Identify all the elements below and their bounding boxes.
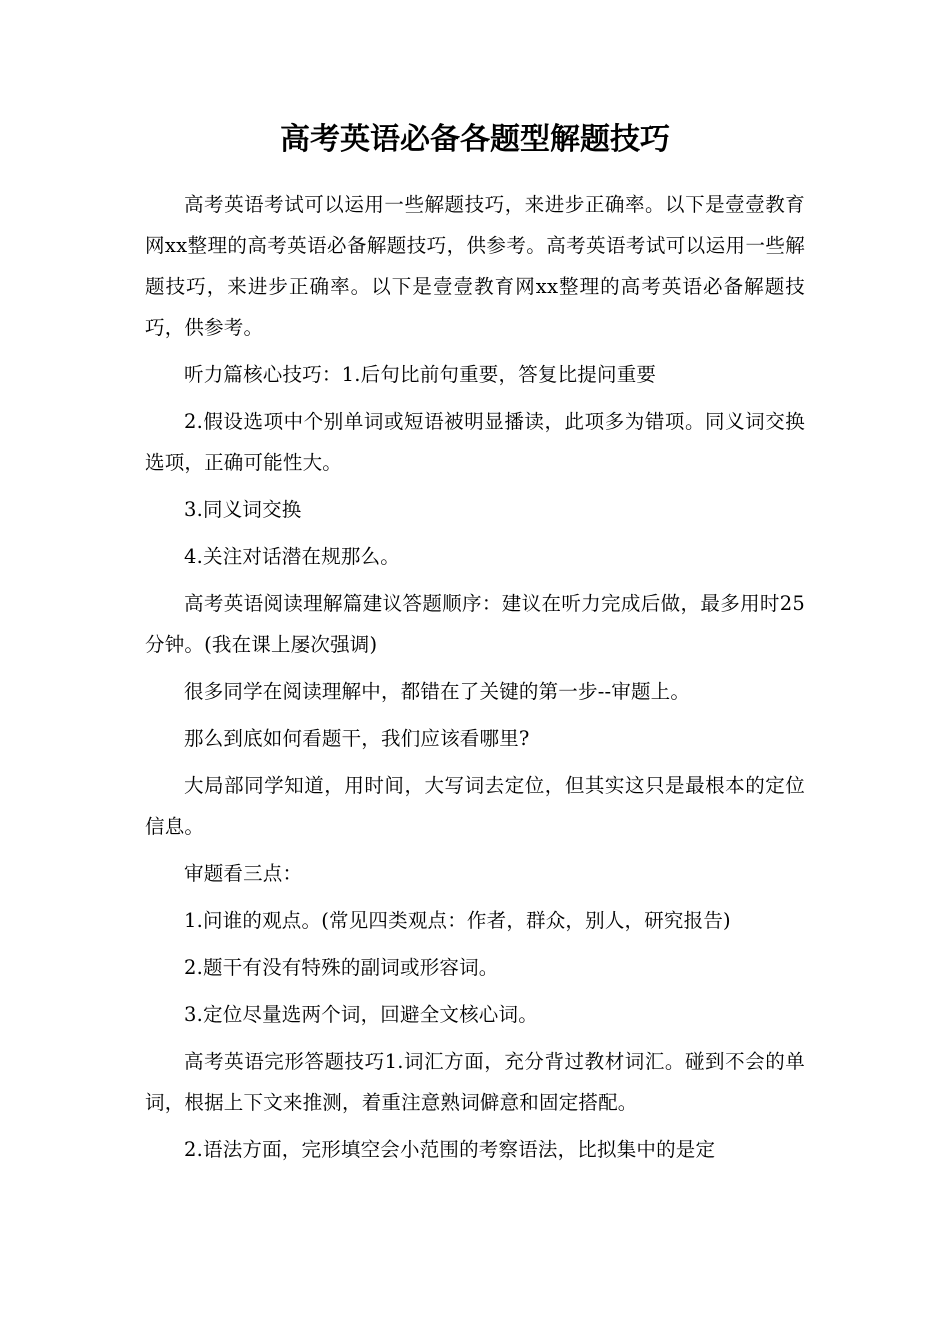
paragraph-reading-mistake: 很多同学在阅读理解中，都错在了关键的第一步--审题上。 [184, 680, 691, 703]
paragraph-listening-tip-4: 4.关注对话潜在规那么。 [184, 545, 401, 568]
paragraph-review-point-1: 1.问谁的观点。(常见四类观点：作者，群众，别人，研究报告) [184, 909, 731, 932]
paragraph-review-three-points: 审题看三点： [184, 862, 303, 885]
paragraph-listening-tip-2: 2.假设选项中个别单词或短语被明显播读，此项多为错项。同义词交换选项，正确可能性大。 [145, 410, 805, 474]
paragraph-listening-tip-1: 听力篇核心技巧：1.后句比前句重要，答复比提问重要 [184, 363, 657, 386]
paragraph-review-point-2: 2.题干有没有特殊的副词或形容词。 [184, 956, 499, 979]
paragraph-reading-question: 那么到底如何看题干，我们应该看哪里? [184, 727, 530, 750]
document-body [145, 184, 805, 1176]
paragraph-cloze-tip-1: 高考英语完形答题技巧1.词汇方面，充分背过教材词汇。碰到不会的单词，根据上下文来推测，着重注意熟词僻意和固定搭配。 [145, 1050, 805, 1114]
paragraph-review-point-3: 3.定位尽量选两个词，回避全文核心词。 [184, 1003, 538, 1026]
paragraph-reading-locate: 大局部同学知道，用时间，大写词去定位，但其实这只是最根本的定位信息。 [145, 774, 805, 838]
paragraph-listening-tip-3: 3.同义词交换 [184, 498, 302, 521]
paragraph-reading-order: 高考英语阅读理解篇建议答题顺序：建议在听力完成后做，最多用时25分钟。(我在课上屡次强调) [145, 592, 805, 656]
paragraph-cloze-tip-2: 2.语法方面，完形填空会小范围的考察语法，比拟集中的是定 [184, 1138, 716, 1161]
page-title: 高考英语必备各题型解题技巧 [280, 122, 670, 157]
paragraph-intro: 高考英语考试可以运用一些解题技巧，来进步正确率。以下是壹壹教育网xx整理的高考英语必备解题技巧，供参考。高考英语考试可以运用一些解题技巧，来进步正确率。以下是壹壹教育网xx整理的高考英语必备解题技巧，供参考。 [145, 193, 805, 339]
